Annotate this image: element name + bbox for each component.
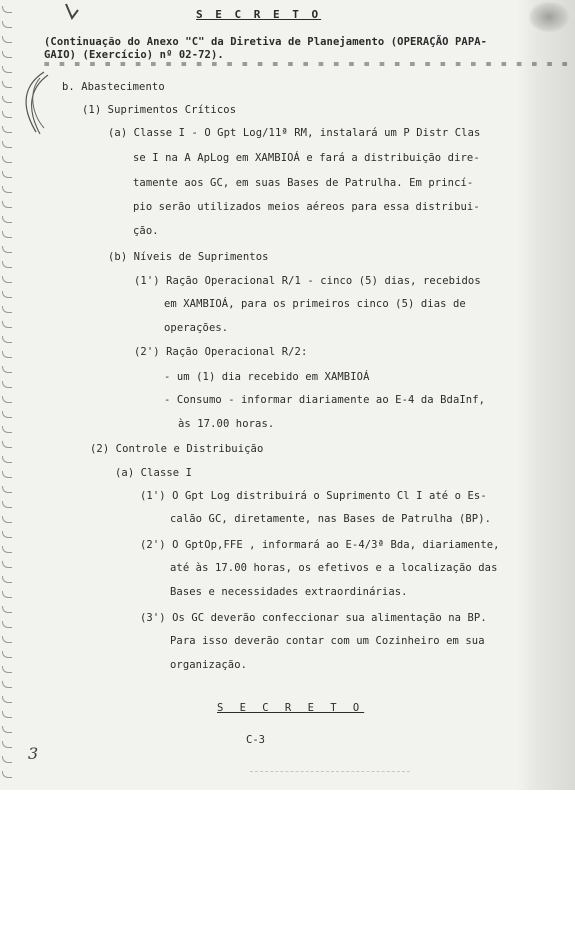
binder-hole-mark [2, 96, 12, 103]
item-b1-line-1: (1') Ração Operacional R/1 - cinco (5) dias, recebidos [134, 275, 481, 287]
item-c2-line-1: (2') O GptOp,FFE , informará ao E-4/3ª Bda, diariamente, [140, 539, 500, 551]
item-c3-line-3: organização. [170, 659, 248, 671]
binder-hole-mark [2, 171, 12, 178]
binder-hole-mark [2, 111, 12, 118]
binder-hole-mark [2, 771, 12, 778]
paragraph-a-line-1: (a) Classe I - O Gpt Log/11ª RM, instalará um P Distr Clas [108, 127, 481, 139]
binder-hole-mark [2, 546, 12, 553]
subsection-2-heading: (2) Controle e Distribuição [90, 443, 264, 455]
page-edge-shadow [517, 0, 575, 790]
binder-hole-mark [2, 411, 12, 418]
binder-hole-mark [2, 156, 12, 163]
continuation-line-1: (Continuação do Anexo "C" da Diretiva de Planejamento (OPERAÇÃO PAPA- [44, 36, 488, 48]
paragraph-a-line-2: se I na A ApLog em XAMBIOÁ e fará a distribuição dire- [133, 152, 480, 164]
binder-hole-mark [2, 306, 12, 313]
binder-hole-mark [2, 396, 12, 403]
binder-hole-mark [2, 66, 12, 73]
classification-header: S E C R E T O [196, 8, 322, 21]
bottom-faint-rule [250, 771, 410, 772]
page-reference: C-3 [246, 734, 265, 746]
binder-hole-mark [2, 81, 12, 88]
binder-hole-mark [2, 681, 12, 688]
binder-hole-mark [2, 531, 12, 538]
paragraph-b-heading: (b) Níveis de Suprimentos [108, 251, 269, 263]
binder-hole-mark [2, 276, 12, 283]
handwritten-bracket-mark [14, 70, 54, 140]
binder-hole-mark [2, 621, 12, 628]
binder-hole-mark [2, 636, 12, 643]
binder-hole-mark [2, 246, 12, 253]
item-c2-line-3: Bases e necessidades extraordinárias. [170, 586, 408, 598]
header-divider: = = = = = = = = = = = = = = = = = = = = = = = = = = = = = = = = = = = [44, 60, 570, 70]
paragraph-c-heading: (a) Classe I [115, 467, 193, 479]
continuation-line-2: GAIO) (Exercício) nº 02-72). [44, 49, 224, 61]
item-b1-line-2: em XAMBIOÁ, para os primeiros cinco (5) dias de [164, 298, 466, 310]
binder-hole-mark [2, 261, 12, 268]
binder-hole-mark [2, 756, 12, 763]
binder-hole-mark [2, 141, 12, 148]
subsection-1-heading: (1) Suprimentos Críticos [82, 104, 237, 116]
binder-hole-mark [2, 651, 12, 658]
binder-hole-mark [2, 351, 12, 358]
binder-hole-mark [2, 666, 12, 673]
binder-hole-mark [2, 591, 12, 598]
classification-footer: S E C R E T O [217, 702, 365, 714]
binder-hole-mark [2, 36, 12, 43]
binder-hole-mark [2, 516, 12, 523]
item-c2-line-2: até às 17.00 horas, os efetivos e a localização das [170, 562, 498, 574]
binder-hole-mark [2, 471, 12, 478]
item-c3-line-1: (3') Os GC deverão confeccionar sua alimentação na BP. [140, 612, 487, 624]
binder-hole-mark [2, 726, 12, 733]
binder-hole-mark [2, 426, 12, 433]
binder-hole-mark [2, 291, 12, 298]
binder-hole-mark [2, 441, 12, 448]
item-b2-bullet-2-continued: às 17.00 horas. [178, 418, 275, 430]
binder-hole-mark [2, 6, 12, 13]
binder-hole-mark [2, 711, 12, 718]
binder-hole-mark [2, 216, 12, 223]
binder-hole-mark [2, 186, 12, 193]
binder-hole-mark [2, 51, 12, 58]
binder-hole-mark [2, 561, 12, 568]
paragraph-a-line-3: tamente aos GC, em suas Bases de Patrulha. Em princí- [133, 177, 474, 189]
binder-hole-mark [2, 381, 12, 388]
paragraph-a-line-5: ção. [133, 225, 159, 237]
section-b-heading: b. Abastecimento [62, 81, 165, 93]
binder-hole-mark [2, 366, 12, 373]
binder-hole-mark [2, 336, 12, 343]
binder-hole-mark [2, 21, 12, 28]
scan-smudge [529, 2, 569, 32]
binder-hole-mark [2, 606, 12, 613]
binder-hole-mark [2, 486, 12, 493]
binder-hole-mark [2, 576, 12, 583]
item-b2-bullet-1: - um (1) dia recebido em XAMBIOÁ [164, 371, 370, 383]
item-c1-line-2: calão GC, diretamente, nas Bases de Patrulha (BP). [170, 513, 492, 525]
item-b1-line-3: operações. [164, 322, 229, 334]
binder-holes [0, 0, 14, 790]
binder-hole-mark [2, 501, 12, 508]
item-c1-line-1: (1') O Gpt Log distribuirá o Suprimento Cl I até o Es- [140, 490, 487, 502]
binder-hole-mark [2, 231, 12, 238]
binder-hole-mark [2, 201, 12, 208]
item-c3-line-2: Para isso deverão contar com um Cozinheiro em sua [170, 635, 485, 647]
binder-hole-mark [2, 696, 12, 703]
binder-hole-mark [2, 321, 12, 328]
paragraph-a-line-4: pio serão utilizados meios aéreos para essa distribui- [133, 201, 480, 213]
handwritten-tick-mark [60, 0, 90, 30]
binder-hole-mark [2, 126, 12, 133]
item-b2-bullet-2: - Consumo - informar diariamente ao E-4 da BdaInf, [164, 394, 486, 406]
item-b2-heading: (2') Ração Operacional R/2: [134, 346, 308, 358]
binder-hole-mark [2, 456, 12, 463]
handwritten-page-number: 3 [28, 744, 39, 763]
scan-margin [0, 790, 575, 947]
binder-hole-mark [2, 741, 12, 748]
